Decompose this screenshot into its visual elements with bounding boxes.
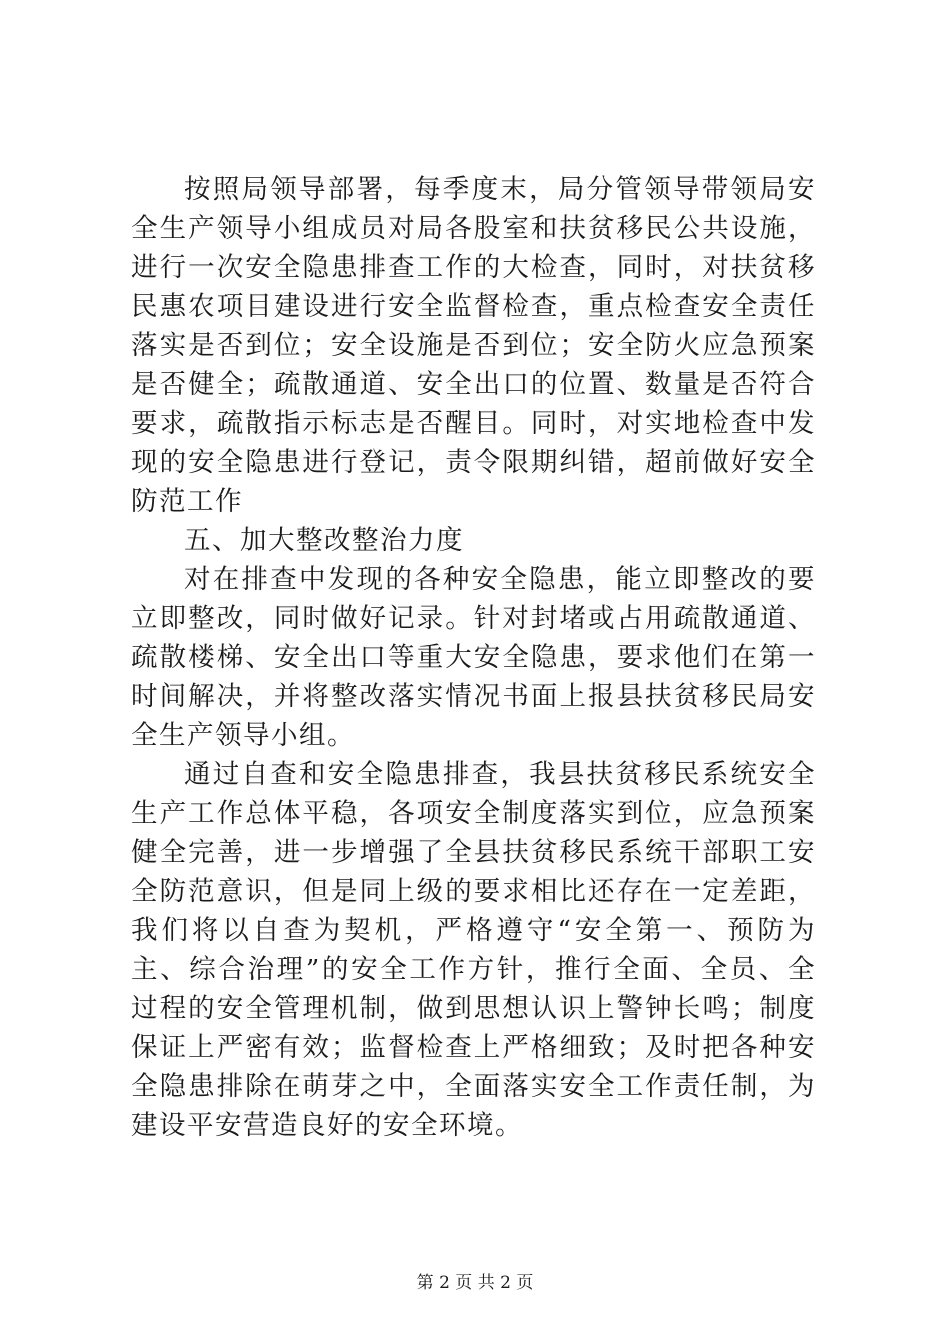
paragraph-rectification: 对在排查中发现的各种安全隐患，能立即整改的要立即整改，同时做好记录。针对封堵或占用疏散通道、疏散楼梯、安全出口等重大安全隐患，要求他们在第一时间解决，并将整改落实情况书面上报县扶贫移民局安全生产领导小组。 — [131, 564, 816, 751]
page-footer: 第 2 页 共 2 页 — [416, 1273, 534, 1293]
paragraph-summary: 通过自查和安全隐患排查，我县扶贫移民系统安全生产工作总体平稳，各项安全制度落实到位，应急预案健全完善，进一步增强了全县扶贫移民系统干部职工安全防范意识，但是同上级的要求相比还存在一定差距，我们将以自查为契机，严格遵守“安全第一、预防为主、综合治理”的安全工作方针，推行全面、全员、全过程的安全管理机制，做到思想认识上警钟长鸣；制度保证上严密有效；监督检查上严格细致；及时把各种安全隐患排除在萌芽之中，全面落实安全工作责任制，为建设平安营造良好的安全环境。 — [131, 759, 816, 1141]
paragraph-inspection: 按照局领导部署，每季度末，局分管领导带领局安全生产领导小组成员对局各股室和扶贫移民公共设施，进行一次安全隐患排查工作的大检查，同时，对扶贫移民惠农项目建设进行安全监督检查，重点检查安全责任落实是否到位；安全设施是否到位；安全防火应急预案是否健全；疏散通道、安全出口的位置、数量是否符合要求，疏散指示标志是否醒目。同时，对实地检查中发现的安全隐患进行登记，责令限期纠错，超前做好安全防范工作 — [131, 174, 816, 517]
document-body — [131, 170, 816, 1145]
section-heading: 五、加大整改整治力度 — [184, 525, 464, 556]
